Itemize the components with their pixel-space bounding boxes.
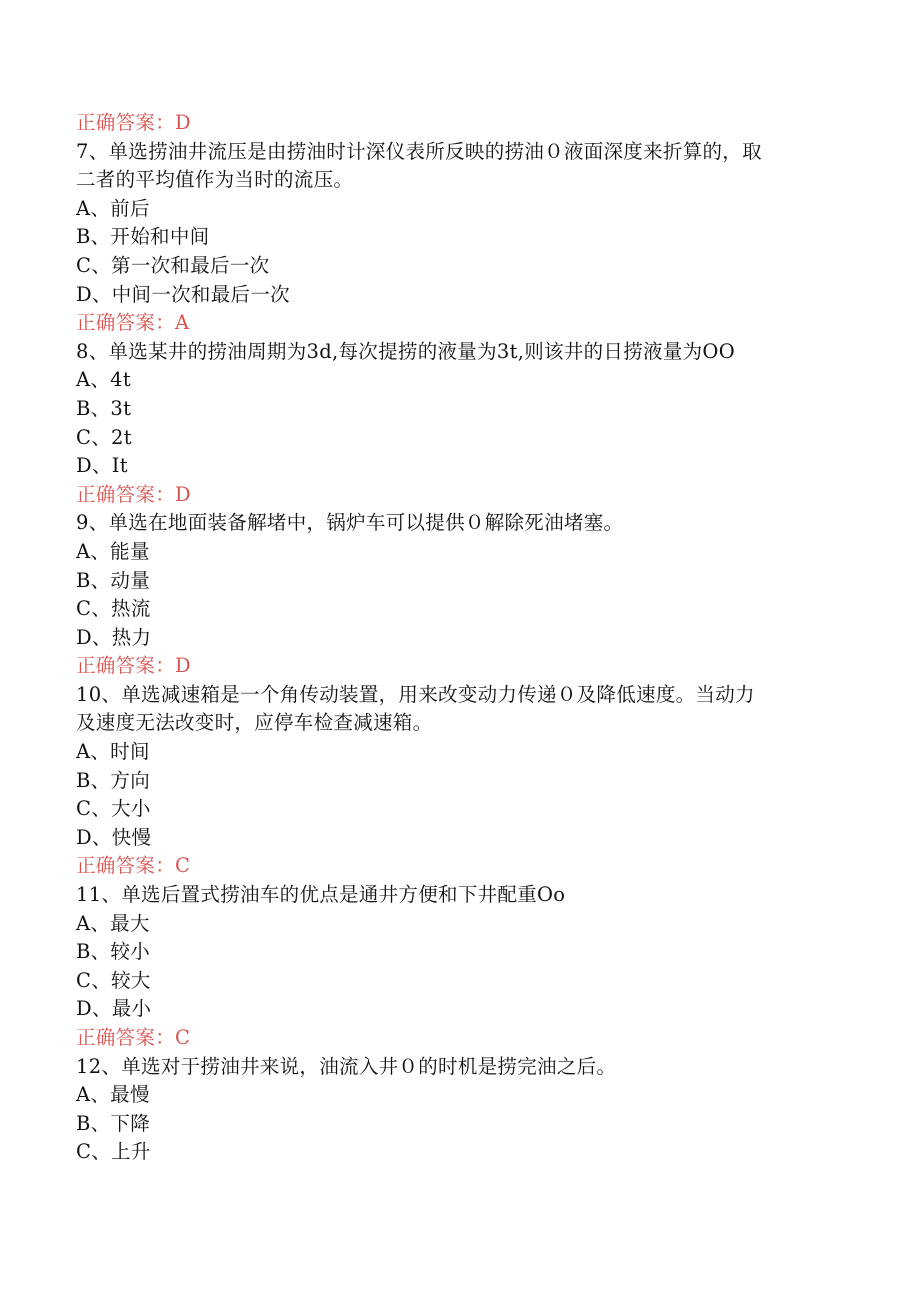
answer-line xyxy=(76,652,836,681)
answer-value: C xyxy=(175,854,191,878)
answer-label: 正确答案： xyxy=(76,111,176,134)
question-stem: 9、单选在地面装备解堵中，锅炉车可以提供０解除死油堵塞。 xyxy=(76,511,624,535)
question-stem-continued: 及速度无法改变时，应停车检查减速箱。 xyxy=(76,711,433,735)
option-b: B、开始和中间 xyxy=(76,225,210,249)
answer-line xyxy=(76,852,836,881)
option-c: C、2t xyxy=(76,425,132,449)
option-d: D、快慢 xyxy=(76,825,152,849)
question-stem: 10、单选减速箱是一个角传动装置，用来改变动力传递０及降低速度。当动力 xyxy=(76,682,755,706)
document-page xyxy=(76,109,836,1167)
answer-value: D xyxy=(175,111,191,134)
option-a: A、最大 xyxy=(76,911,150,935)
answer-value: D xyxy=(175,482,191,506)
answer-label: 正确答案： xyxy=(76,854,176,878)
answer-value: A xyxy=(175,311,190,335)
option-c: C、热流 xyxy=(76,597,151,621)
option-b: B、方向 xyxy=(76,768,151,792)
question-stem: 8、单选某井的捞油周期为3d,每次提捞的液量为3t,则该井的日捞液量为OO xyxy=(76,339,736,363)
option-d: D、热力 xyxy=(76,625,152,649)
answer-label: 正确答案： xyxy=(76,1026,176,1049)
option-c: C、上升 xyxy=(76,1140,151,1164)
question-stem: 12、单选对于捞油井来说，油流入井０的时机是捞完油之后。 xyxy=(76,1054,617,1078)
option-c: C、第一次和最后一次 xyxy=(76,253,270,277)
answer-line xyxy=(76,309,836,338)
question-stem: 7、单选捞油井流压是由捞油时计深仪表所反映的捞油０液面深度来折算的，取 xyxy=(76,139,762,163)
option-b: B、3t xyxy=(76,396,132,420)
answer-label: 正确答案： xyxy=(76,482,176,506)
answer-line xyxy=(76,109,836,138)
option-d: D、It xyxy=(76,454,128,478)
option-a: A、时间 xyxy=(76,740,150,764)
question-stem: 11、单选后置式捞油车的优点是通井方便和下井配重Oo xyxy=(76,883,566,907)
option-d: D、中间一次和最后一次 xyxy=(76,282,290,306)
option-a: A、最慢 xyxy=(76,1083,150,1107)
option-c: C、较大 xyxy=(76,968,151,992)
option-a: A、4t xyxy=(76,368,132,392)
option-b: B、下降 xyxy=(76,1111,151,1135)
option-c: C、大小 xyxy=(76,797,151,821)
answer-label: 正确答案： xyxy=(76,311,176,335)
option-b: B、动量 xyxy=(76,568,151,592)
option-b: B、较小 xyxy=(76,940,151,964)
option-a: A、前后 xyxy=(76,196,150,220)
question-stem-continued: 二者的平均值作为当时的流压。 xyxy=(76,168,354,192)
answer-value: D xyxy=(175,654,191,678)
option-a: A、能量 xyxy=(76,539,150,563)
answer-line xyxy=(76,1024,836,1053)
answer-line xyxy=(76,481,836,510)
option-d: D、最小 xyxy=(76,997,152,1021)
answer-label: 正确答案： xyxy=(76,654,176,678)
answer-value: C xyxy=(175,1026,191,1049)
